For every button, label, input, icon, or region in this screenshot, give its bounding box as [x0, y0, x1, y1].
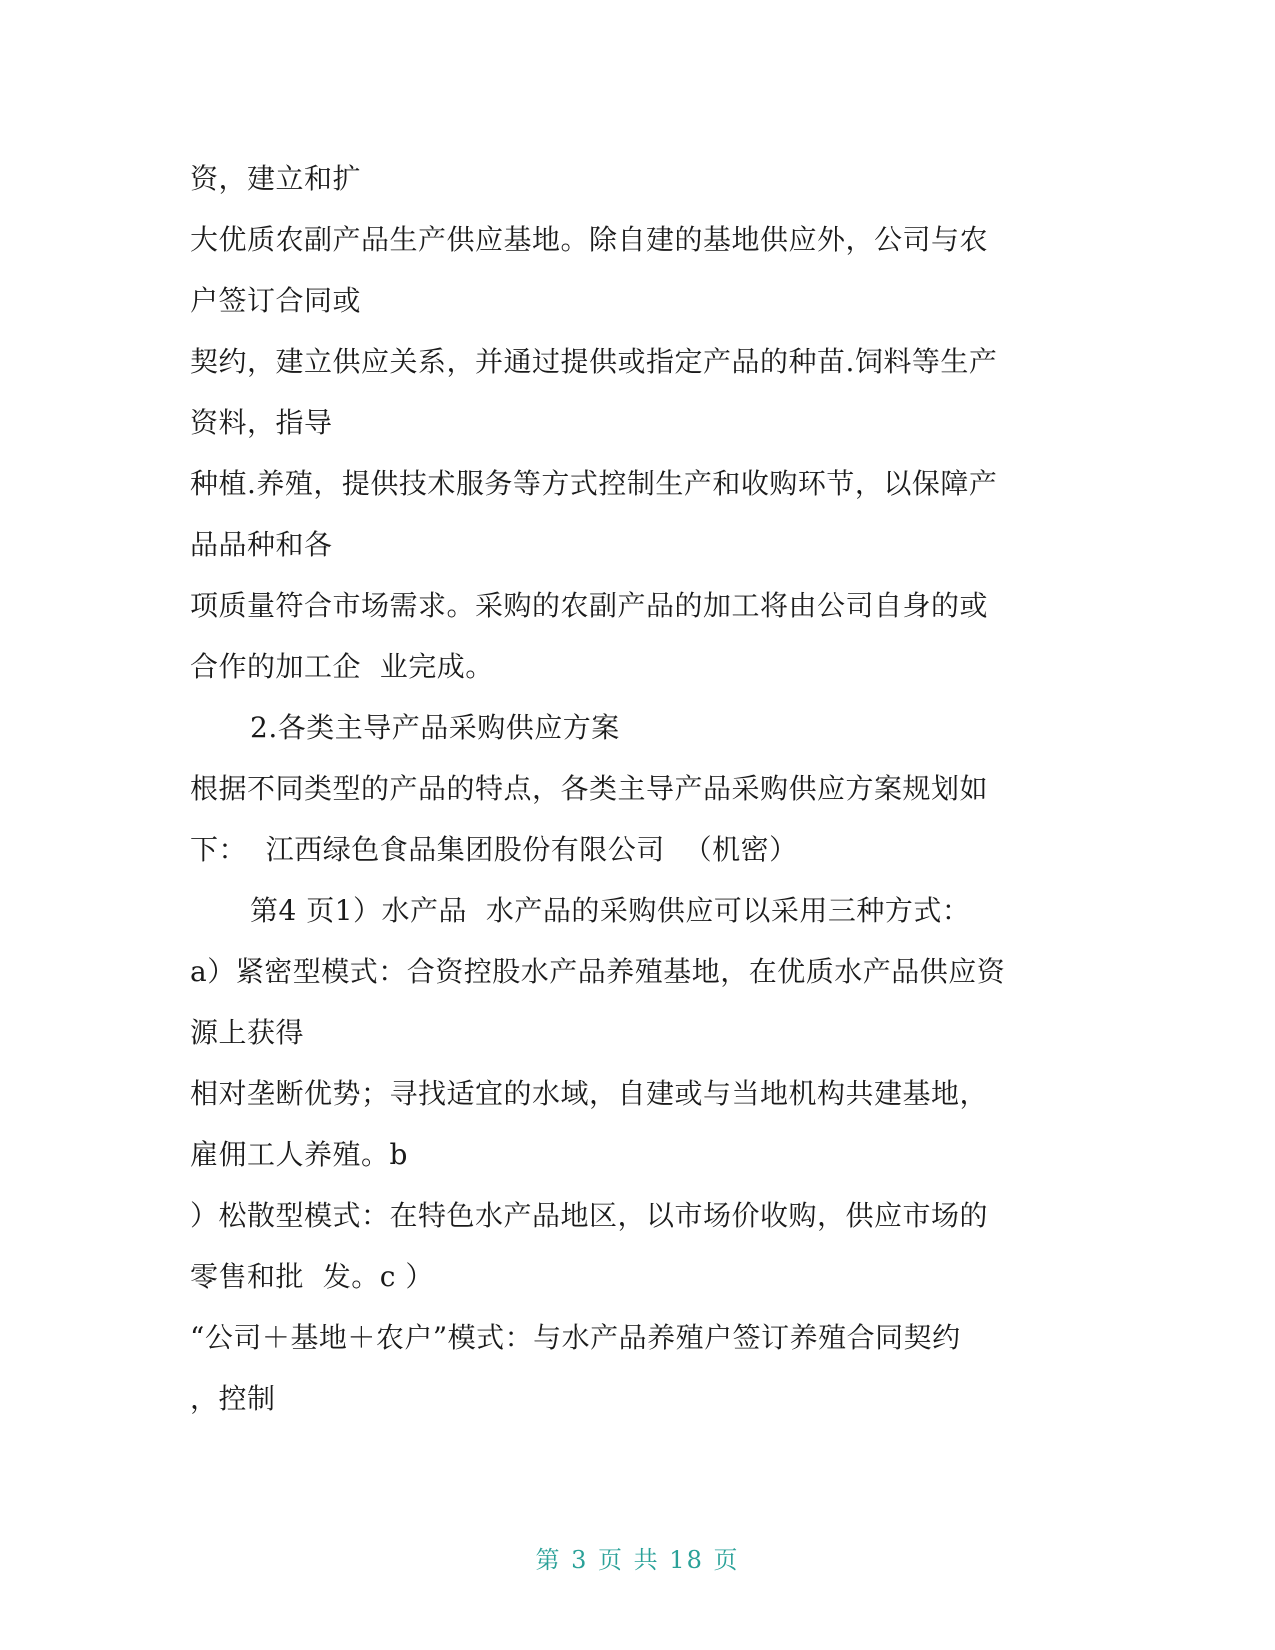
text-line: 品品种和各	[190, 528, 333, 561]
text-line: 第4 页1）水产品 水产品的采购供应可以采用三种方式：	[250, 894, 971, 927]
text-line: 大优质农副产品生产供应基地。除自建的基地供应外，公司与农	[190, 223, 989, 256]
text-line: 契约，建立供应关系，并通过提供或指定产品的种苗.饲料等生产	[190, 345, 998, 378]
text-line: 零售和批 发。c ）	[190, 1260, 434, 1293]
text-line: ，控制	[190, 1382, 276, 1415]
text-line: 资，建立和扩	[190, 162, 362, 195]
text-line: “公司＋基地＋农户”模式：与水产品养殖户签订养殖合同契约	[190, 1321, 961, 1354]
text-line: 相对垄断优势；寻找适宜的水域，自建或与当地机构共建基地，	[190, 1077, 989, 1110]
text-line: 源上获得	[190, 1016, 305, 1049]
body-text	[190, 148, 1090, 1429]
section-heading: 2.各类主导产品采购供应方案	[250, 711, 620, 744]
text-line: a）紧密型模式：合资控股水产品养殖基地，在优质水产品供应资	[190, 955, 1006, 988]
text-line: 合作的加工企 业完成。	[190, 650, 494, 683]
text-line: 根据不同类型的产品的特点，各类主导产品采购供应方案规划如	[190, 772, 989, 805]
page-footer: 第 3 页 共 18 页	[535, 1546, 740, 1574]
text-line: ）松散型模式：在特色水产品地区，以市场价收购，供应市场的	[190, 1199, 989, 1232]
text-line: 资料，指导	[190, 406, 333, 439]
text-line: 户签订合同或	[190, 284, 362, 317]
text-line: 下： 江西绿色食品集团股份有限公司 （机密）	[190, 833, 798, 866]
text-line: 雇佣工人养殖。b	[190, 1138, 408, 1171]
text-line: 项质量符合市场需求。采购的农副产品的加工将由公司自身的或	[190, 589, 989, 622]
text-line: 种植.养殖，提供技术服务等方式控制生产和收购环节，以保障产	[190, 467, 998, 500]
